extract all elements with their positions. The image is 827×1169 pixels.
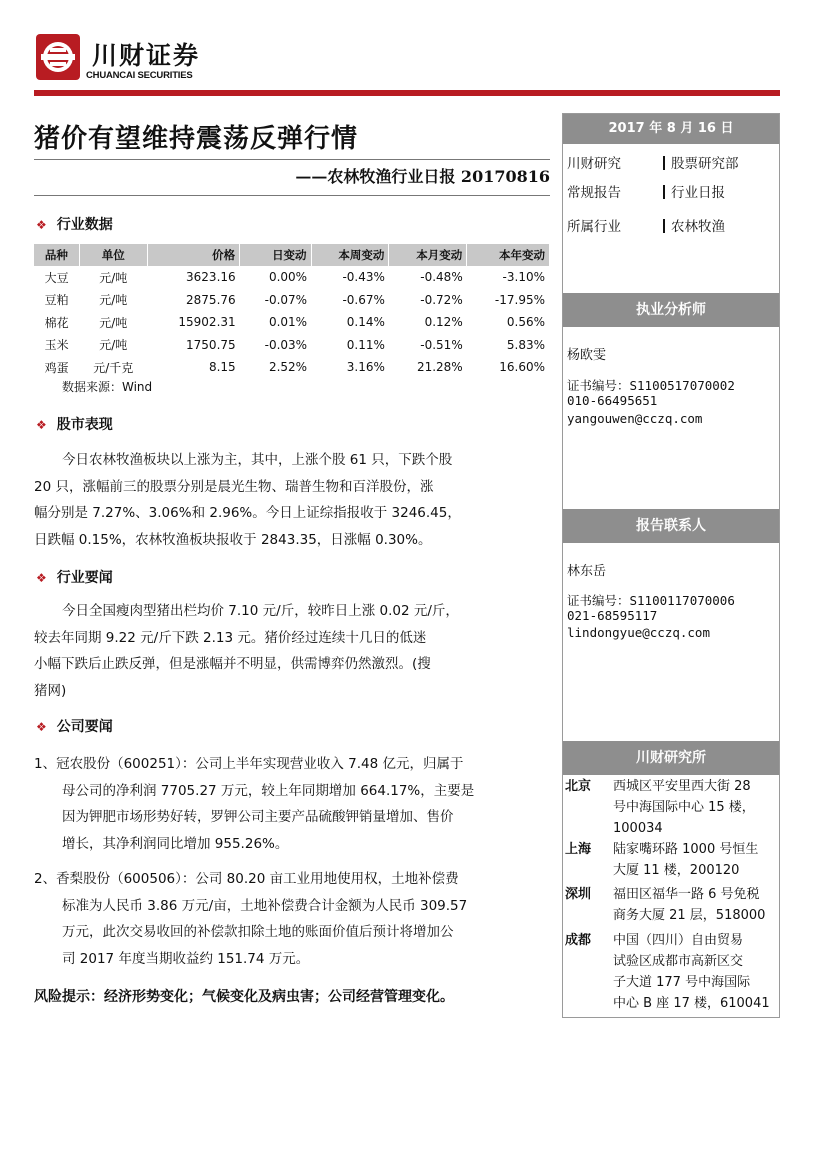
table-cell: 玉米 bbox=[44, 338, 69, 353]
table-header-cell: 品种 bbox=[34, 244, 79, 266]
meta-value: 股票研究部 bbox=[671, 156, 739, 172]
address-line: 大厦 11 楼，200120 bbox=[613, 863, 740, 878]
logo-name-cn: 川财证券 bbox=[92, 41, 201, 70]
table-cell: -0.51% bbox=[420, 337, 463, 352]
table-header-cell: 本月变动 bbox=[389, 244, 467, 266]
table-cell: 1750.75 bbox=[186, 337, 236, 352]
contact-cert: 证书编号：S1100117070006 bbox=[567, 593, 735, 608]
table-row bbox=[34, 356, 549, 379]
table-cell: 大豆 bbox=[44, 270, 69, 285]
address-line: 试验区成都市高新区交 bbox=[613, 954, 744, 969]
address-line: 西城区平安里西大街 28 bbox=[613, 779, 751, 794]
office-address bbox=[613, 776, 779, 839]
analyst-email[interactable] bbox=[567, 411, 702, 426]
paragraph-line: 日跌幅 0.15%，农林牧渔板块报收于 2843.35，日涨幅 0.30%。 bbox=[34, 531, 432, 548]
table-cell: 0.14% bbox=[346, 315, 385, 330]
office-city: 深圳 bbox=[565, 887, 592, 902]
table-header-cell: 本周变动 bbox=[311, 244, 389, 266]
meta-row bbox=[567, 181, 725, 201]
table-header-cell: 本年变动 bbox=[467, 244, 549, 266]
table-cell: 2875.76 bbox=[186, 292, 236, 307]
table-cell: -0.07% bbox=[264, 292, 308, 307]
table-cell: -3.10% bbox=[502, 270, 545, 285]
paragraph-line: 今日农林牧渔板块以上涨为主，其中，上涨个股 61 只，下跌个股 bbox=[62, 452, 453, 468]
subtitle-divider bbox=[34, 195, 550, 196]
table-cell: 0.01% bbox=[268, 315, 308, 330]
analyst-email-text: yangouwen@cczq.com bbox=[567, 411, 703, 426]
table-cell: -0.43% bbox=[342, 270, 385, 285]
table-cell: -0.48% bbox=[420, 270, 463, 285]
contact-phone: 021-68595117 bbox=[567, 608, 658, 623]
table-cell: -0.72% bbox=[420, 292, 463, 307]
paragraph-line: 2、香梨股份（600506）：公司 80.20 亩工业用地使用权，土地补偿费 bbox=[34, 871, 459, 887]
paragraph-line: 司 2017 年度当期收益约 151.74 万元。 bbox=[62, 950, 310, 967]
table-cell: 15902.31 bbox=[178, 315, 236, 330]
table-header-cell: 日变动 bbox=[240, 244, 311, 266]
contact-band: 报告联系人 bbox=[563, 509, 779, 543]
paragraph-line: 20 只，涨幅前三的股票分别是晨光生物、瑞普生物和百洋股份，涨 bbox=[34, 478, 434, 495]
table-cell: 0.11% bbox=[346, 337, 385, 352]
office-city: 上海 bbox=[565, 842, 592, 857]
office-city: 北京 bbox=[565, 779, 592, 794]
table-header-cell: 价格 bbox=[147, 244, 239, 266]
data-source-note: 数据来源：Wind bbox=[62, 380, 153, 394]
risk-warning: 风险提示：经济形势变化；气候变化及病虫害；公司经营管理变化。 bbox=[34, 989, 454, 1005]
table-cell: 5.83% bbox=[506, 337, 545, 352]
address-line: 号中海国际中心 15 楼， bbox=[613, 800, 755, 815]
table-cell: 元/吨 bbox=[99, 315, 128, 330]
address-line: 中心 B 座 17 楼，610041 bbox=[613, 996, 770, 1011]
report-sidebar bbox=[562, 113, 780, 1018]
report-subtitle: ——农林牧渔行业日报 20170816 bbox=[295, 167, 550, 186]
analyst-cert: 证书编号：S1100517070002 bbox=[567, 378, 735, 393]
table-cell: -0.67% bbox=[342, 292, 385, 307]
meta-value: 行业日报 bbox=[671, 185, 725, 201]
section-title: 行业要闻 bbox=[56, 570, 113, 586]
report-title: 猪价有望维持震荡反弹行情 bbox=[34, 124, 359, 154]
analyst-name: 杨欧雯 bbox=[567, 348, 607, 363]
section-industry-news bbox=[36, 567, 113, 587]
meta-separator bbox=[663, 185, 665, 199]
table-row bbox=[34, 266, 549, 289]
table-cell: 3.16% bbox=[346, 360, 385, 375]
meta-separator bbox=[663, 156, 665, 170]
section-industry-data bbox=[36, 214, 113, 234]
table-cell: 0.00% bbox=[268, 270, 308, 285]
table-cell: 2.52% bbox=[268, 360, 308, 375]
paragraph-line: 较去年同期 9.22 元/斤下跌 2.13 元。猪价经过连续十几日的低迷 bbox=[34, 629, 427, 646]
analyst-phone: 010-66495651 bbox=[567, 393, 658, 408]
institute-band: 川财研究所 bbox=[563, 741, 779, 775]
diamond-bullet-icon: ❖ bbox=[36, 571, 47, 585]
company-news-item-1 bbox=[34, 751, 474, 857]
table-cell: 21.28% bbox=[416, 360, 463, 375]
report-date: 2017 年 8 月 16 日 bbox=[563, 114, 779, 144]
paragraph-line: 增长，其净利润同比增加 955.26%。 bbox=[62, 835, 289, 852]
table-cell: 0.12% bbox=[424, 315, 463, 330]
market-paragraph bbox=[34, 447, 461, 553]
paragraph-line: 猪网) bbox=[34, 682, 67, 699]
meta-separator bbox=[663, 219, 665, 233]
paragraph-line: 今日全国瘦肉型猪出栏均价 7.10 元/斤，较昨日上涨 0.02 元/斤， bbox=[62, 603, 459, 619]
industry-data-table bbox=[34, 244, 549, 379]
paragraph-line: 因为钾肥市场形势好转，罗钾公司主要产品硫酸钾销量增加、售价 bbox=[62, 809, 454, 825]
chuancai-logo-icon bbox=[36, 34, 80, 80]
meta-key: 所属行业 bbox=[567, 219, 621, 235]
meta-key: 常规报告 bbox=[567, 185, 621, 201]
office-address bbox=[613, 884, 779, 926]
news-paragraph bbox=[34, 598, 459, 704]
table-cell: -17.95% bbox=[494, 292, 545, 307]
table-row bbox=[34, 289, 549, 312]
analyst-band: 执业分析师 bbox=[563, 293, 779, 327]
meta-value: 农林牧渔 bbox=[671, 219, 725, 235]
address-line: 子大道 177 号中海国际 bbox=[613, 975, 751, 990]
table-cell: -0.03% bbox=[264, 337, 308, 352]
table-cell: 棉花 bbox=[44, 315, 69, 330]
table-row bbox=[34, 311, 549, 334]
address-line: 100034 bbox=[613, 821, 663, 836]
table-cell: 鸡蛋 bbox=[44, 360, 69, 375]
meta-row bbox=[567, 152, 739, 172]
section-title: 公司要闻 bbox=[56, 719, 113, 735]
section-title: 行业数据 bbox=[56, 217, 113, 233]
address-line: 陆家嘴环路 1000 号恒生 bbox=[613, 842, 759, 857]
table-cell: 16.60% bbox=[499, 360, 545, 375]
table-cell: 豆粕 bbox=[44, 293, 69, 308]
table-cell: 8.15 bbox=[208, 360, 236, 375]
logo-name-en: CHUANCAI SECURITIES bbox=[86, 70, 193, 81]
paragraph-line: 小幅下跌后止跌反弹，但是涨幅并不明显，供需博弈仍然激烈。(搜 bbox=[34, 656, 431, 672]
table-cell: 元/吨 bbox=[99, 293, 128, 308]
diamond-bullet-icon: ❖ bbox=[36, 218, 47, 232]
paragraph-line: 幅分别是 7.27%、3.06%和 2.96%。今日上证综指报收于 3246.45， bbox=[34, 505, 461, 521]
section-title: 股市表现 bbox=[56, 417, 113, 433]
table-header-row bbox=[34, 244, 549, 266]
title-divider bbox=[34, 159, 550, 160]
table-row bbox=[34, 334, 549, 357]
table-cell: 元/吨 bbox=[99, 270, 128, 285]
contact-name: 林东岳 bbox=[567, 564, 607, 579]
section-company-news bbox=[36, 716, 113, 736]
paragraph-line: 母公司的净利润 7705.27 万元，较上年同期增加 664.17%，主要是 bbox=[62, 782, 475, 799]
meta-row bbox=[567, 215, 725, 235]
table-cell: 3623.16 bbox=[186, 270, 236, 285]
address-line: 商务大厦 21 层，518000 bbox=[613, 908, 766, 923]
table-header-cell: 单位 bbox=[79, 244, 147, 266]
header-divider bbox=[34, 90, 780, 96]
office-address bbox=[613, 930, 779, 1014]
address-line: 中国（四川）自由贸易 bbox=[613, 933, 744, 948]
address-line: 福田区福华一路 6 号免税 bbox=[613, 887, 760, 902]
section-market bbox=[36, 414, 113, 434]
office-city: 成都 bbox=[565, 933, 592, 948]
table-cell: 元/吨 bbox=[99, 338, 128, 353]
paragraph-line: 万元，此次交易收回的补偿款扣除土地的账面价值后预计将增加公 bbox=[62, 924, 454, 940]
office-address bbox=[613, 839, 779, 881]
diamond-bullet-icon: ❖ bbox=[36, 418, 47, 432]
company-news-item-2 bbox=[34, 866, 467, 972]
meta-key: 川财研究 bbox=[567, 156, 621, 172]
contact-email[interactable] bbox=[567, 625, 710, 640]
paragraph-line: 标准为人民币 3.86 万元/亩，土地补偿费合计金额为人民币 309.57 bbox=[62, 897, 468, 914]
table-cell: 0.56% bbox=[506, 315, 545, 330]
contact-email-text: lindongyue@cczq.com bbox=[567, 625, 710, 640]
paragraph-line: 1、冠农股份（600251）：公司上半年实现营业收入 7.48 亿元，归属于 bbox=[34, 756, 464, 772]
table-cell: 元/千克 bbox=[93, 360, 134, 375]
diamond-bullet-icon: ❖ bbox=[36, 720, 47, 734]
